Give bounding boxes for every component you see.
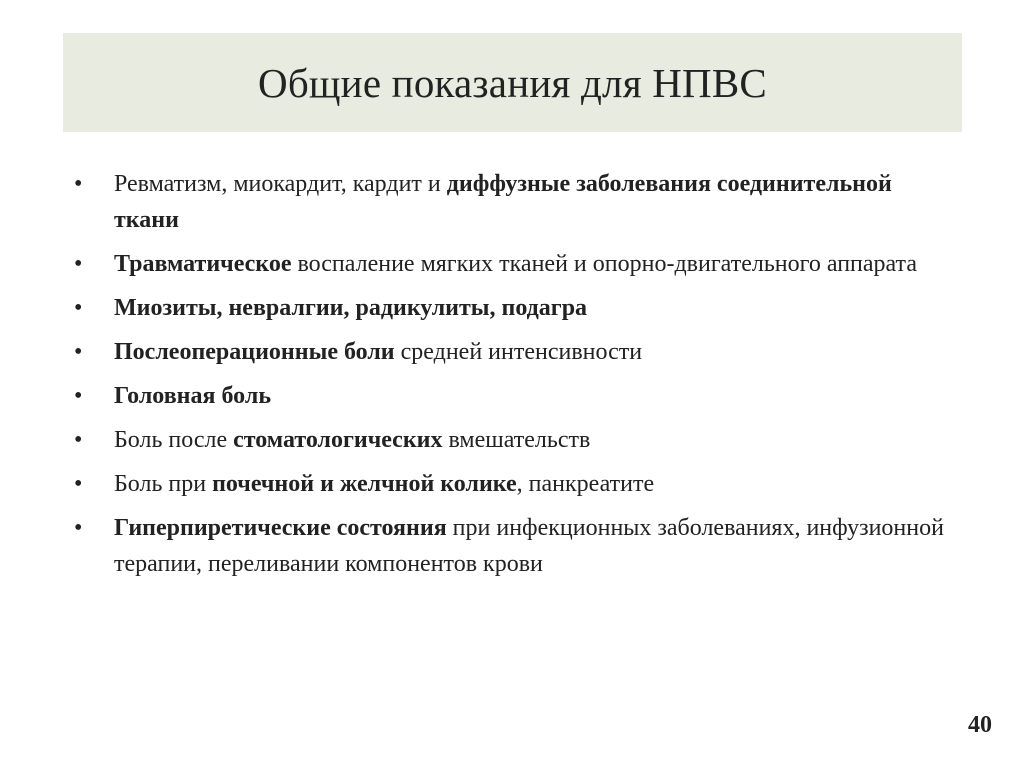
bullet-text: , панкреатите	[516, 471, 655, 497]
bullet-text-bold: Гиперпиретические состояния	[114, 515, 447, 541]
bullet-text: при инфекционных заболеваниях, инфузионной терапии, переливании компонентов крови	[114, 515, 944, 577]
list-item	[74, 290, 954, 326]
title-band	[63, 33, 962, 132]
bullet-text-bold: Миозиты, невралгии, радикулиты, подагра	[114, 295, 588, 321]
bullet-text: Ревматизм, миокардит, кардит и	[114, 171, 447, 197]
bullet-icon: •	[74, 251, 83, 277]
bullet-text-bold: диффузные заболевания соединительной ткани	[114, 171, 892, 233]
bullet-text-bold: почечной и желчной колике	[212, 471, 517, 497]
bullet-icon: •	[74, 383, 83, 409]
bullet-text: Боль при	[114, 471, 213, 497]
bullet-text-bold: Головная боль	[114, 383, 272, 409]
bullet-icon: •	[74, 515, 83, 541]
bullet-text: средней интенсивности	[394, 339, 643, 365]
list-item	[74, 166, 954, 238]
bullet-icon: •	[74, 471, 83, 497]
list-item	[74, 510, 954, 582]
bullet-text: воспаление мягких тканей и опорно-двигательного аппарата	[291, 251, 917, 277]
list-item	[74, 466, 954, 502]
slide-title: Общие показания для НПВС	[258, 59, 767, 106]
bullet-icon: •	[74, 171, 83, 197]
bullet-icon: •	[74, 339, 83, 365]
bullet-icon: •	[74, 295, 83, 321]
bullet-text: Боль после	[114, 427, 234, 453]
list-item	[74, 334, 954, 370]
page-number: 40	[968, 712, 992, 738]
bullet-text-bold: стоматологических	[233, 427, 443, 453]
list-item	[74, 422, 954, 458]
list-item	[74, 378, 954, 414]
bullet-list	[74, 166, 954, 590]
list-item	[74, 246, 954, 282]
bullet-icon: •	[74, 427, 83, 453]
bullet-text-bold: Послеоперационные боли	[114, 339, 395, 365]
bullet-text: вмешательств	[442, 427, 591, 453]
bullet-text-bold: Травматическое	[114, 251, 292, 277]
